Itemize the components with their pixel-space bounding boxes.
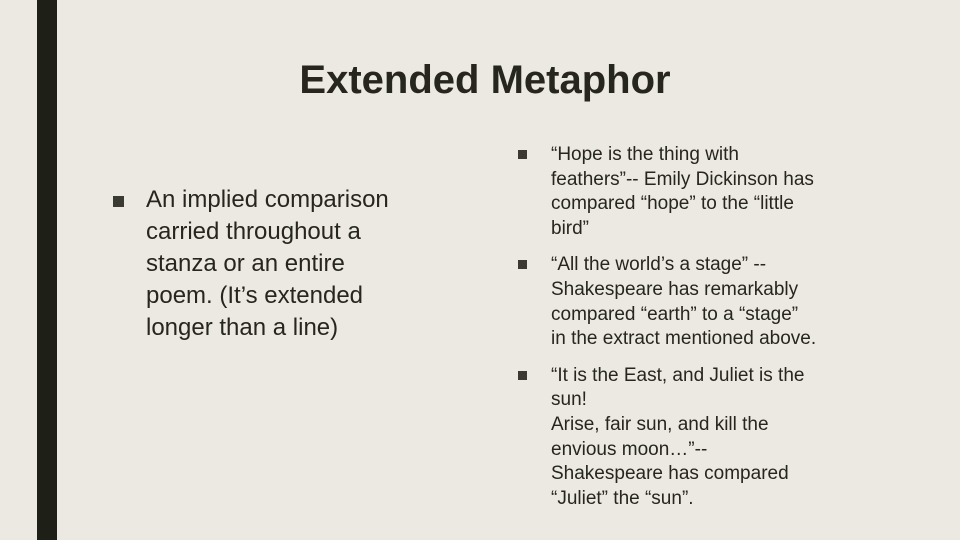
example-bullet-stage [518, 253, 898, 351]
definition-column [113, 184, 443, 344]
square-bullet-icon [518, 260, 527, 269]
slide-title: Extended Metaphor [299, 58, 671, 102]
examples-column [518, 143, 898, 523]
example-bullet-hope [518, 143, 898, 241]
square-bullet-icon [518, 150, 527, 159]
example-text: “Hope is the thing with feathers”-- Emily Dickinson has compared “hope” to the “little bird” [551, 144, 814, 239]
accent-bar [37, 0, 57, 540]
square-bullet-icon [113, 196, 124, 207]
example-text: “All the world’s a stage” -- Shakespeare has remarkably compared “earth” to a “stage” in the extract mentioned above. [551, 254, 817, 350]
square-bullet-icon [518, 371, 527, 380]
example-text: “It is the East, and Juliet is the sun! Arise, fair sun, and kill the envious moon…”-- Shakespeare has compared “Juliet” the “sun”. [551, 364, 805, 509]
definition-text: An implied comparison carried throughout a stanza or an entire poem. (It’s extended longer than a line) [146, 186, 389, 341]
example-bullet-juliet [518, 364, 898, 512]
definition-bullet [113, 184, 443, 344]
